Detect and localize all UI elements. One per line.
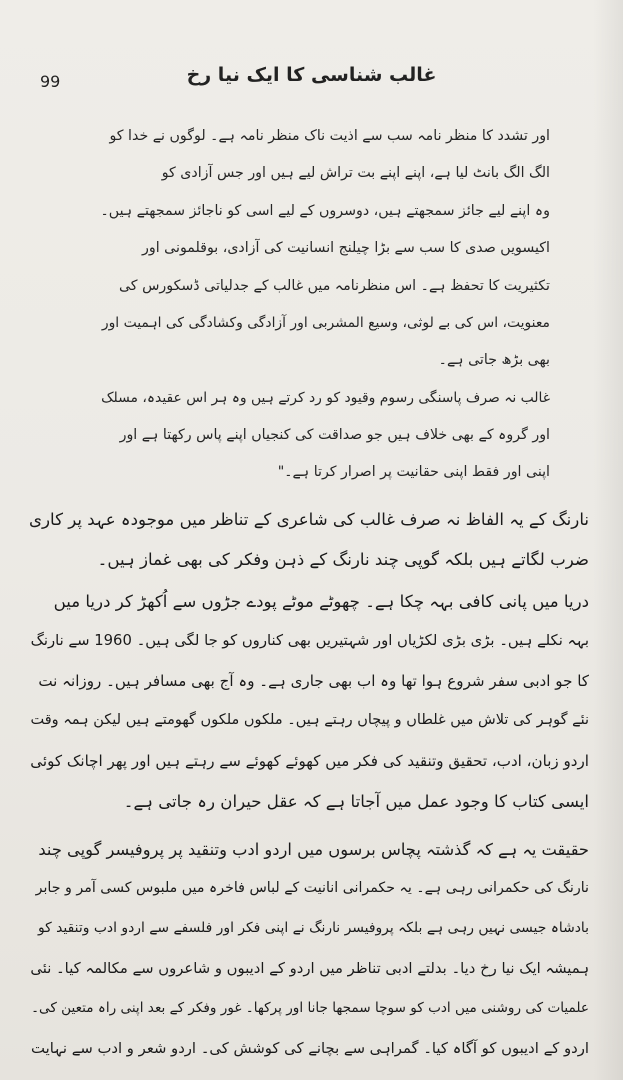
body-line: نارنگ کی حکمرانی رہی ہے۔ یہ حکمرانی انانیت کے لباس فاخرہ میں ملبوس کسی آمر و جابر xyxy=(35,880,589,896)
body-line: ایسی کتاب کا وجود عمل میں آجاتا ہے کہ عقل حیران رہ جاتی ہے۔ xyxy=(123,792,589,811)
body-line: بادشاہ جیسی نہیں رہی ہے بلکہ پروفیسر نارنگ نے اپنی فکر اور فلسفے سے اردو ادب وتنقید کو xyxy=(37,920,589,936)
quote-line: غالب نہ صرف پاسنگی رسوم وقیود کو رد کرتے ہیں وہ ہر اس عقیدہ، مسلک xyxy=(101,390,550,406)
body-line: کا جو ادبی سفر شروع ہوا تھا وہ اب بھی جاری ہے۔ وہ آج بھی مسافر ہیں۔ روزانہ نت xyxy=(38,672,589,690)
quote-line: بھی بڑھ جاتی ہے۔ xyxy=(438,352,550,368)
quote-line: تکثیریت کا تحفظ ہے۔ اس منظرنامہ میں غالب کے جدلیاتی ڈسکورس کی xyxy=(118,278,550,294)
body-line: اردو کے ادیبوں کو آگاہ کیا۔ گمراہی سے بچانے کی کوشش کی۔ اردو شعر و ادب سے نہایت xyxy=(31,1040,589,1057)
quote-line: معنویت، اس کی بے لوثی، وسیع المشربی اور آزادگی وکشادگی کی اہمیت اور xyxy=(101,315,550,331)
body-line: ہمیشہ ایک نیا رخ دیا۔ بدلتے ادبی تناظر میں اردو کے ادیبوں و شاعروں سے مکالمہ کیا۔ نئی xyxy=(30,960,589,977)
quote-line: الگ الگ بانٹ لیا ہے، اپنے اپنے بت تراش لیے ہیں اور جس آزادی کو xyxy=(161,165,550,181)
running-header-title: غالب شناسی کا ایک نیا رخ xyxy=(186,64,437,86)
body-line: حقیقت یہ ہے کہ گذشتہ پچاس برسوں میں اردو ادب وتنقید پر پروفیسر گوپی چند xyxy=(38,840,589,859)
quote-line: اور گروہ کے بھی خلاف ہیں جو صداقت کی کنجیاں اپنے پاس رکھتا ہے اور xyxy=(119,427,550,443)
body-line: بہہ نکلے ہیں۔ بڑی بڑی لکڑیاں اور شہتیریں بھی کناروں کو جا لگی ہیں۔ 1960 سے نارنگ xyxy=(30,632,589,649)
quote-line: وہ اپنے لیے جائز سمجھتے ہیں، دوسروں کے لیے اسی کو ناجائز سمجھتے ہیں۔ xyxy=(100,203,550,219)
body-line: دریا میں پانی کافی بہہ چکا ہے۔ چھوٹے موٹے پودے جڑوں سے اُکھڑ کر دریا میں xyxy=(53,592,589,611)
body-line: نئے گوہر کی تلاش میں غلطاں و پیچاں رہتے ہیں۔ ملکوں ملکوں گھومتے ہیں لیکن ہمہ وقت xyxy=(30,712,589,728)
body-line: اردو زبان، ادب، تحقیق وتنقید کی فکر میں کھوئے کھوئے سے رہتے ہیں اور پھر اچانک کوئی xyxy=(30,752,589,770)
body-line: علمیات کی روشنی میں ادب کو سوچا سمجھا جانا اور پرکھا۔ غور وفکر کے بعد اپنی راہ متعین کی۔ xyxy=(31,1000,589,1016)
body-line: ضرب لگاتے ہیں بلکہ گوپی چند نارنگ کے ذہن وفکر کی بھی غماز ہیں۔ xyxy=(97,550,589,569)
page-number: 99 xyxy=(40,72,61,91)
quote-line: اکیسویں صدی کا سب سے بڑا چیلنج انسانیت کی آزادی، بوقلمونی اور xyxy=(142,240,550,256)
body-line: نارنگ کے یہ الفاظ نہ صرف غالب کی شاعری کے تناظر میں موجودہ عہد پر کاری xyxy=(29,510,589,529)
quote-line: اور تشدد کا منظر نامہ سب سے اذیت ناک منظر نامہ ہے۔ لوگوں نے خدا کو xyxy=(109,128,550,144)
binding-shadow xyxy=(593,0,623,1080)
quote-line: اپنی اور فقط اپنی حقانیت پر اصرار کرتا ہے۔" xyxy=(277,464,550,480)
